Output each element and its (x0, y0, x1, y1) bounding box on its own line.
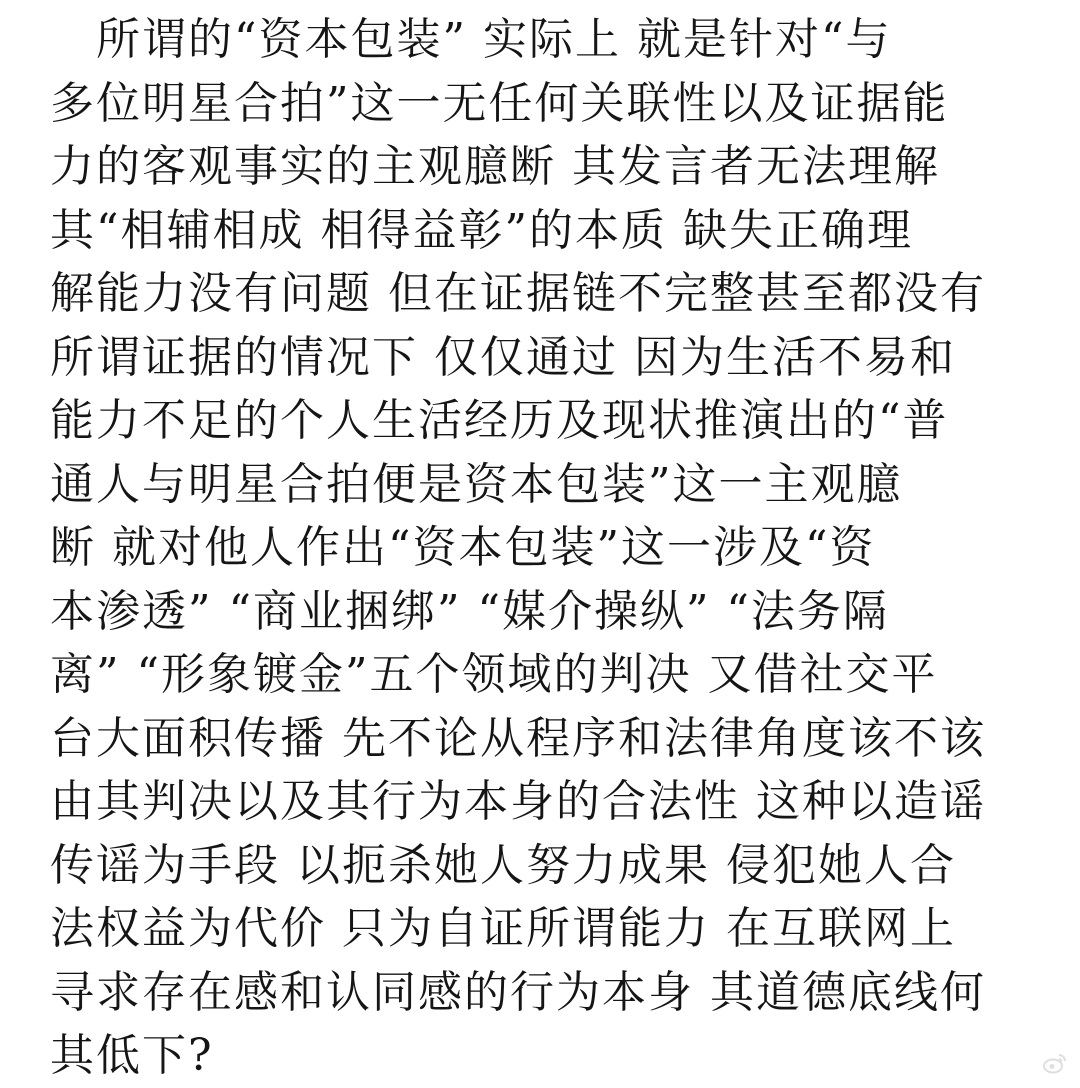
text-line-9: 断 就对他人作出“资本包装”这一涉及“资 (50, 522, 876, 573)
text-line-6: 所谓证据的情况下 仅仅通过 因为生活不易和 (50, 331, 956, 383)
handwritten-text-block (50, 8, 1050, 1088)
text-line-7: 能力不足的个人生活经历及现状推演出的“普 (50, 395, 949, 446)
text-line-17: 其低下? (50, 1030, 214, 1081)
watermark (1042, 1051, 1074, 1077)
text-line-11: 离” “形象镀金”五个领域的判决 又借社交平 (50, 649, 938, 700)
text-line-2: 多位明星合拍”这一无任何关联性以及证据能 (50, 77, 949, 129)
text-line-5: 解能力没有问题 但在证据链不完整甚至都没有 (50, 268, 986, 319)
text-line-4: 其“相辅相成 相得益彰”的本质 缺失正确理 (50, 204, 913, 256)
text-line-12: 台大面积传播 先不论从程序和法律角度该不该 (50, 712, 986, 764)
text-line-3: 力的客观事实的主观臆断 其发言者无法理解 (50, 141, 940, 192)
text-line-13: 由其判决以及其行为本身的合法性 这种以造谣 (50, 776, 986, 827)
text-line-16: 寻求存在感和认同感的行为本身 其道德底线何 (50, 966, 986, 1018)
weibo-logo-icon (1042, 1051, 1068, 1077)
text-line-15: 法权益为代价 只为自证所谓能力 在互联网上 (50, 903, 956, 954)
text-line-10: 本渗透” “商业捆绑” “媒介操纵” “法务隔 (50, 585, 889, 637)
text-line-14: 传谣为手段 以扼杀她人努力成果 侵犯她人合 (50, 839, 956, 891)
text-line-8: 通人与明星合拍便是资本包装”这一主观臆 (50, 458, 903, 510)
text-line-1: 所谓的“资本包装” 实际上 就是针对“与 (50, 14, 892, 65)
